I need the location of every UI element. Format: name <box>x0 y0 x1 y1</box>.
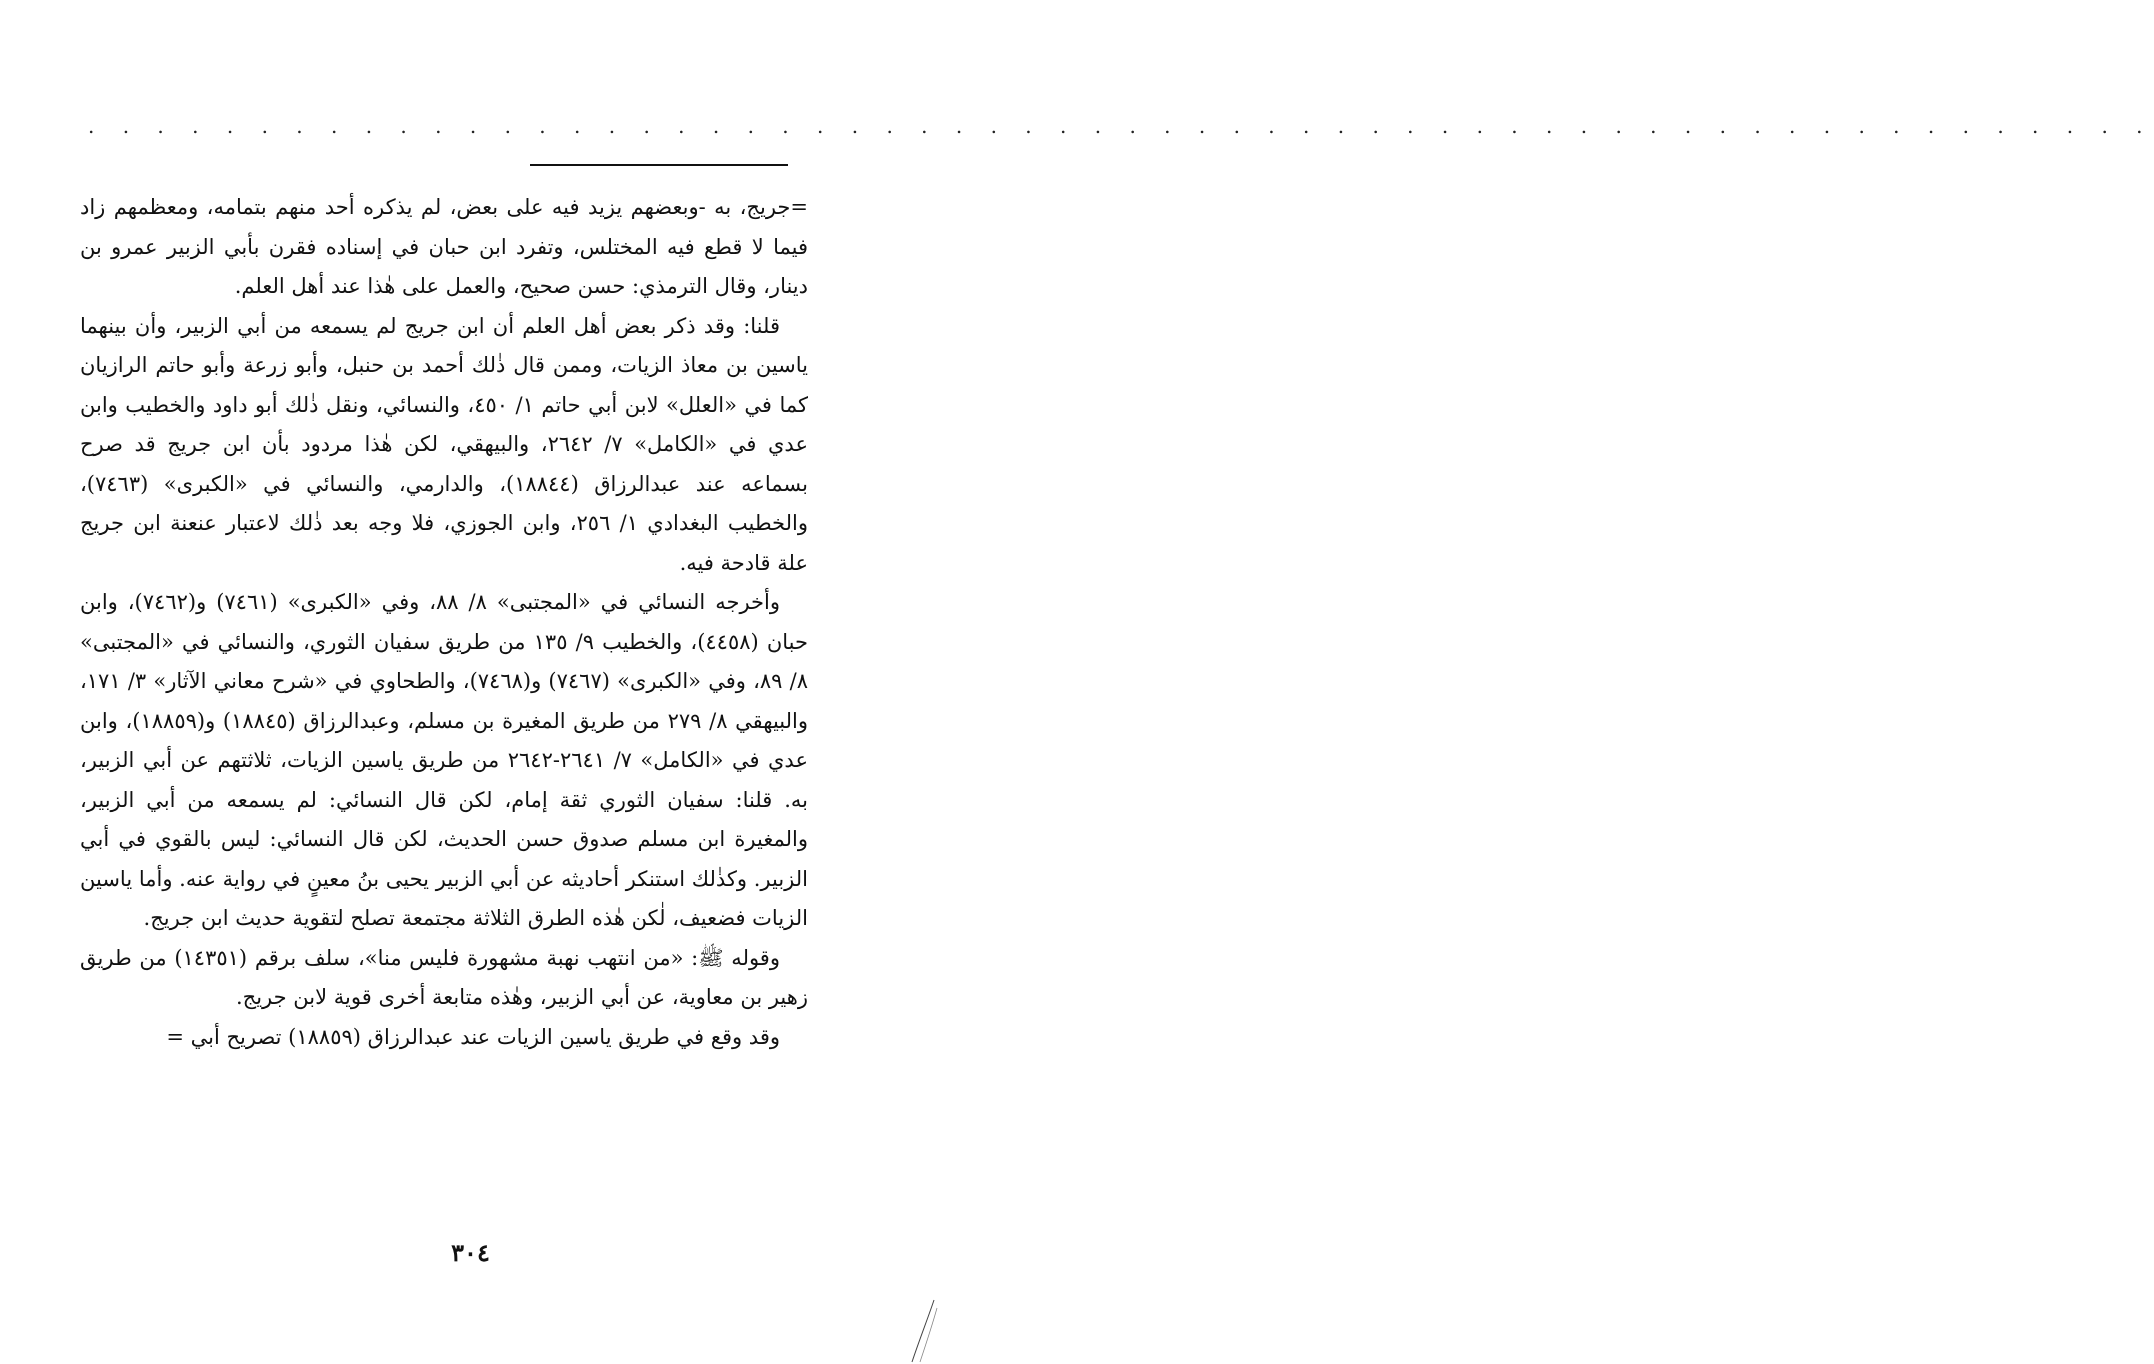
paragraph-wa-qad-waqaa: وقد وقع في طريق ياسين الزيات عند عبدالرزاق (١٨٨٥٩) تصريح أبي = <box>166 1024 780 1049</box>
footnote-separator-rule <box>530 164 788 166</box>
footnote-text-block <box>80 188 808 1057</box>
page-number: ٣٠٤ <box>451 1238 490 1267</box>
paragraph-wa-qawluhu: وقوله ﷺ: «من انتهب نهبة مشهورة فليس منا»، سلف برقم (١٤٣٥١) من طريق زهير بن معاوية، عن أبي الزبير، وهٰذه متابعة أخرى قوية لابن جريج. <box>80 945 808 1009</box>
paragraph-continuation: =جريج، به -وبعضهم يزيد فيه على بعض، لم يذكره أحد منهم بتمامه، ومعظمهم زاد فيما لا قطع فيه المختلس، وتفرد ابن حبان في إسناده فقرن بأبي الزبير عمرو بن دينار، وقال الترمذي: حسن صحيح، والعمل على هٰذا عند أهل العلم. <box>80 195 808 298</box>
paragraph-qulna: قلنا: وقد ذكر بعض أهل العلم أن ابن جريج لم يسمعه من أبي الزبير، وأن بينهما ياسين بن معاذ الزيات، وممن قال ذٰلك أحمد بن حنبل، وأبو زرعة وأبو حاتم الرازيان كما في «العلل» لابن أبي حاتم ١/ ٤٥٠، والنسائي، ونقل ذٰلك أبو داود والخطيب وابن عدي في «الكامل» ٧/ ٢٦٤٢، والبيهقي، لكن هٰذا مردود بأن ابن جريج قد صرح بسماعه عند عبدالرزاق (١٨٨٤٤)، والدارمي، والنسائي في «الكبرى» (٧٤٦٣)، والخطيب البغدادي ١/ ٢٥٦، وابن الجوزي، فلا وجه بعد ذٰلك لاعتبار عنعنة ابن جريج علة قادحة فيه. <box>80 313 808 575</box>
paragraph-akhrajahu: وأخرجه النسائي في «المجتبى» ٨/ ٨٨، وفي «الكبرى» (٧٤٦١) و(٧٤٦٢)، وابن حبان (٤٤٥٨)، والخطيب ٩/ ١٣٥ من طريق سفيان الثوري، والنسائي في «المجتبى» ٨/ ٨٩، وفي «الكبرى» (٧٤٦٧) و(٧٤٦٨)، والطحاوي في «شرح معاني الآثار» ٣/ ١٧١، والبيهقي ٨/ ٢٧٩ من طريق المغيرة بن مسلم، وعبدالرزاق (١٨٨٤٥) و(١٨٨٥٩)، وابن عدي في «الكامل» ٧/ ٢٦٤١-٢٦٤٢ من طريق ياسين الزيات، ثلاثتهم عن أبي الزبير، به. قلنا: سفيان الثوري ثقة إمام، لكن قال النسائي: لم يسمعه من أبي الزبير، والمغيرة ابن مسلم صدوق حسن الحديث، لكن قال النسائي: ليس بالقوي في أبي الزبير. وكذٰلك استنكر أحاديثه عن أبي الزبير يحيى بنُ معينٍ في رواية عنه. وأما ياسين الزيات فضعيف، لٰكن هٰذه الطرق الثلاثة مجتمعة تصلح لتقوية حديث ابن جريج. <box>80 590 809 930</box>
header-dotted-line: . . . . . . . . . . . . . . . . . . . . . . . . . . . . . . . . . . . . . . . . . . . . . . . . . . . . . . . . . . . . <box>88 114 2154 138</box>
scan-edge-mark <box>898 1298 938 1364</box>
